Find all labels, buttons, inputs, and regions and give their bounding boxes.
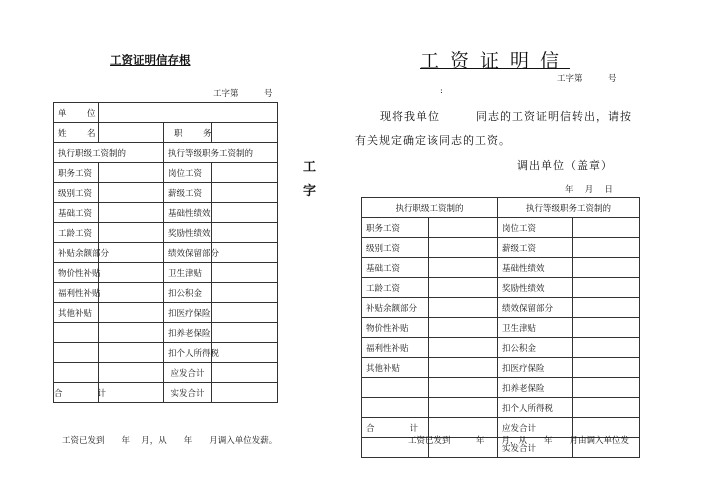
left-item-label: 补贴余额部分 <box>54 243 99 263</box>
right-item-label: 扣医疗保险 <box>164 303 212 323</box>
right-item-value[interactable] <box>573 238 640 258</box>
right-item-value[interactable] <box>212 183 278 203</box>
right-item-value[interactable] <box>212 163 278 183</box>
empty-cell <box>429 398 498 418</box>
stub-col-left-header: 执行职级工资制的 <box>54 143 164 163</box>
stub-position-value[interactable] <box>212 123 278 143</box>
right-item-label: 扣养老保险 <box>498 378 573 398</box>
left-item-value[interactable] <box>429 218 498 238</box>
left-item-label: 职务工资 <box>54 163 99 183</box>
table-row <box>54 183 278 203</box>
stub-total-row <box>54 383 278 403</box>
right-item-label: 奖励性绩效 <box>498 278 573 298</box>
right-item-value[interactable] <box>573 258 640 278</box>
right-item-value[interactable] <box>573 338 640 358</box>
right-item-value[interactable] <box>212 343 278 363</box>
letter-colon: : <box>440 86 443 96</box>
table-row <box>54 303 278 323</box>
empty-cell <box>54 323 99 343</box>
empty-cell <box>99 363 164 383</box>
left-item-value[interactable] <box>99 283 164 303</box>
left-item-label: 物价性补贴 <box>54 263 99 283</box>
letter-table <box>361 197 640 458</box>
stub-name-row <box>54 123 278 143</box>
left-item-label: 其他补贴 <box>362 358 429 378</box>
left-item-value[interactable] <box>429 258 498 278</box>
left-item-label: 物价性补贴 <box>362 318 429 338</box>
left-item-label: 级别工资 <box>54 183 99 203</box>
left-item-value[interactable] <box>99 223 164 243</box>
left-item-label: 补贴余额部分 <box>362 298 429 318</box>
left-item-value[interactable] <box>99 163 164 183</box>
right-item-value[interactable] <box>212 283 278 303</box>
empty-cell <box>99 323 164 343</box>
stub-footer: 工资已发到 年 月，从 年 月调入单位发薪。 <box>62 436 278 446</box>
right-item-value[interactable] <box>212 303 278 323</box>
letter-sign-unit: 调出单位（盖章） <box>517 159 613 172</box>
payable-label: 应发合计 <box>164 363 212 383</box>
right-item-label: 绩效保留部分 <box>164 243 212 263</box>
left-item-value[interactable] <box>99 183 164 203</box>
right-item-label: 奖励性绩效 <box>164 223 212 243</box>
right-item-value[interactable] <box>573 318 640 338</box>
right-item-label: 扣养老保险 <box>164 323 212 343</box>
stub-table <box>53 102 278 403</box>
letter-title: 工资证明信 <box>420 50 571 72</box>
left-item-label: 基础工资 <box>54 203 99 223</box>
letter-line-1: 现将我单位 同志的工资证明信转出，请按 <box>380 110 632 123</box>
stub-position-label: 职 务 <box>164 123 212 143</box>
table-row <box>54 223 278 243</box>
right-item-value[interactable] <box>573 398 640 418</box>
table-row <box>362 378 640 398</box>
right-item-value[interactable] <box>212 203 278 223</box>
table-row <box>362 238 640 258</box>
left-item-value[interactable] <box>99 303 164 323</box>
right-item-label: 卫生津贴 <box>498 318 573 338</box>
empty-cell <box>362 378 429 398</box>
right-item-label: 扣公积金 <box>498 338 573 358</box>
right-item-value[interactable] <box>573 298 640 318</box>
table-row <box>54 363 278 383</box>
table-row <box>362 258 640 278</box>
payable-value[interactable] <box>212 363 278 383</box>
right-item-value[interactable] <box>573 218 640 238</box>
table-row <box>54 203 278 223</box>
stub-actual-label: 实发合计 <box>164 383 212 403</box>
left-item-value[interactable] <box>429 318 498 338</box>
right-item-label: 绩效保留部分 <box>498 298 573 318</box>
letter-total-label: 合 计 <box>362 418 429 438</box>
right-item-value[interactable] <box>573 278 640 298</box>
right-item-value[interactable] <box>212 243 278 263</box>
right-item-label: 扣个人所得税 <box>498 398 573 418</box>
right-item-label: 基础性绩效 <box>164 203 212 223</box>
right-item-value[interactable] <box>212 323 278 343</box>
left-item-label: 其他补贴 <box>54 303 99 323</box>
letter-footer: 工资已发到 年 月，从 年 月由调入单位发 <box>408 436 630 446</box>
left-item-label: 级别工资 <box>362 238 429 258</box>
stub-name-label: 姓 名 <box>54 123 99 143</box>
stub-unit-value[interactable] <box>99 103 278 123</box>
table-row <box>54 323 278 343</box>
right-item-label: 薪级工资 <box>498 238 573 258</box>
stub-total-label: 合 计 <box>54 383 99 403</box>
left-item-value[interactable] <box>429 278 498 298</box>
right-item-value[interactable] <box>212 263 278 283</box>
right-item-label: 卫生津贴 <box>164 263 212 283</box>
table-row <box>362 338 640 358</box>
table-row <box>54 263 278 283</box>
table-row <box>54 243 278 263</box>
right-item-label: 基础性绩效 <box>498 258 573 278</box>
right-item-label: 岗位工资 <box>498 218 573 238</box>
letter-header-row <box>362 198 640 218</box>
left-item-label: 福利性补贴 <box>362 338 429 358</box>
table-row <box>362 398 640 418</box>
left-item-value[interactable] <box>99 203 164 223</box>
left-item-value[interactable] <box>429 338 498 358</box>
empty-cell <box>362 398 429 418</box>
table-row <box>54 343 278 363</box>
right-item-label: 扣公积金 <box>164 283 212 303</box>
letter-payable-label: 应发合计 <box>498 418 573 438</box>
left-item-value[interactable] <box>429 358 498 378</box>
empty-cell <box>54 343 99 363</box>
right-item-label: 薪级工资 <box>164 183 212 203</box>
letter-date-line: 年 月 日 <box>565 185 613 195</box>
table-row <box>54 163 278 183</box>
stub-title: 工资证明信存根 <box>110 53 191 67</box>
table-row <box>362 278 640 298</box>
empty-cell <box>429 378 498 398</box>
seam-char-1: 工 <box>303 160 317 175</box>
left-item-value[interactable] <box>99 263 164 283</box>
right-item-value[interactable] <box>573 358 640 378</box>
right-item-label: 扣个人所得税 <box>164 343 212 363</box>
right-item-label: 岗位工资 <box>164 163 212 183</box>
table-row <box>362 218 640 238</box>
left-item-label: 基础工资 <box>362 258 429 278</box>
seam-char-2: 字 <box>303 184 317 199</box>
stub-name-value[interactable] <box>99 123 164 143</box>
left-item-label: 工龄工资 <box>362 278 429 298</box>
letter-col-right-header: 执行等级职务工资制的 <box>498 198 640 218</box>
right-item-value[interactable] <box>212 223 278 243</box>
left-item-value[interactable] <box>429 238 498 258</box>
empty-cell <box>99 343 164 363</box>
right-item-value[interactable] <box>573 378 640 398</box>
letter-actual-label: 实发合计 <box>498 438 573 458</box>
right-item-label: 扣医疗保险 <box>498 358 573 378</box>
table-row <box>362 298 640 318</box>
left-item-label: 福利性补贴 <box>54 283 99 303</box>
left-item-value[interactable] <box>429 298 498 318</box>
letter-col-left-header: 执行职级工资制的 <box>362 198 498 218</box>
stub-col-right-header: 执行等级职务工资制的 <box>164 143 278 163</box>
stub-unit-row <box>54 103 278 123</box>
table-row <box>54 283 278 303</box>
left-item-label: 工龄工资 <box>54 223 99 243</box>
letter-line-2: 有关规定确定该同志的工资。 <box>355 134 511 147</box>
stub-header-row <box>54 143 278 163</box>
left-item-label: 职务工资 <box>362 218 429 238</box>
letter-number-line: 工字第 号 <box>557 74 617 84</box>
stub-unit-label: 单 位 <box>54 103 99 123</box>
stub-number-line: 工字第 号 <box>213 89 273 99</box>
empty-cell <box>54 363 99 383</box>
stub-actual-value[interactable] <box>212 383 278 403</box>
table-row <box>362 358 640 378</box>
table-row <box>362 318 640 338</box>
